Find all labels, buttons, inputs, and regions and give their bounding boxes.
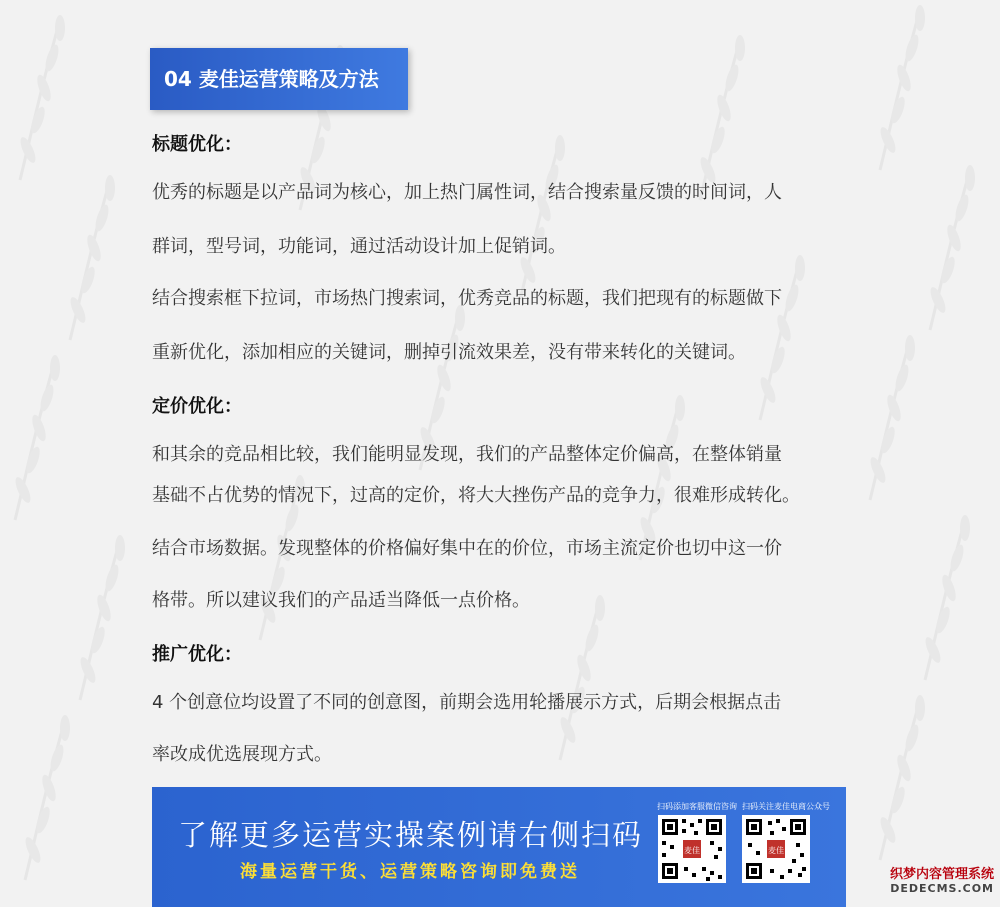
paragraph-line: 群词，型号词，功能词，通过活动设计加上促销词。: [152, 236, 566, 257]
heading-title-optimization: 标题优化：: [152, 134, 242, 155]
qr-code-customer-service[interactable]: [658, 815, 726, 883]
paragraph-line: 优秀的标题是以产品词为核心，加上热门属性词，结合搜索量反馈的时间词，人: [152, 182, 782, 203]
paragraph-line: 和其余的竞品相比较，我们能明显发现，我们的产品整体定价偏高，在整体销量: [152, 444, 782, 465]
qr-code-official-account[interactable]: [742, 815, 810, 883]
qr-code-icon: [742, 815, 810, 883]
paragraph-line: 4 个创意位均设置了不同的创意图，前期会选用轮播展示方式，后期会根据点击: [152, 692, 782, 713]
promo-banner: [152, 787, 846, 907]
watermark-en: DEDECMS.COM: [890, 882, 994, 895]
qr-code-icon: [658, 815, 726, 883]
promo-subtitle: 海量运营干货、运营策略咨询即免费送: [240, 862, 580, 882]
heading-promotion-optimization: 推广优化：: [152, 644, 242, 665]
paragraph-line: 结合市场数据。发现整体的价格偏好集中在的价位，市场主流定价也切中这一价: [152, 538, 782, 559]
paragraph-line: 重新优化，添加相应的关键词，删掉引流效果差，没有带来转化的关键词。: [152, 342, 746, 363]
paragraph-line: 结合搜索框下拉词，市场热门搜索词，优秀竞品的标题，我们把现有的标题做下: [152, 288, 782, 309]
qr-center-text: 麦佳: [684, 846, 700, 855]
qr-right-label: 扫码关注麦佳电商公众号: [742, 802, 830, 811]
heading-price-optimization: 定价优化：: [152, 396, 242, 417]
watermark: [890, 863, 994, 895]
qr-center-text: 麦佳: [768, 846, 784, 855]
promo-title: 了解更多运营实操案例请右侧扫码: [178, 818, 644, 852]
paragraph-line: 率改成优选展现方式。: [152, 744, 332, 765]
watermark-cn: 织梦内容管理系统: [889, 867, 994, 882]
section-title-banner: 04 麦佳运营策略及方法: [150, 48, 408, 110]
qr-left-label: 扫码添加客服微信咨询: [657, 802, 737, 811]
paragraph-line: 格带。所以建议我们的产品适当降低一点价格。: [152, 590, 530, 611]
paragraph-line: 基础不占优势的情况下，过高的定价，将大大挫伤产品的竞争力，很难形成转化。: [152, 485, 800, 506]
